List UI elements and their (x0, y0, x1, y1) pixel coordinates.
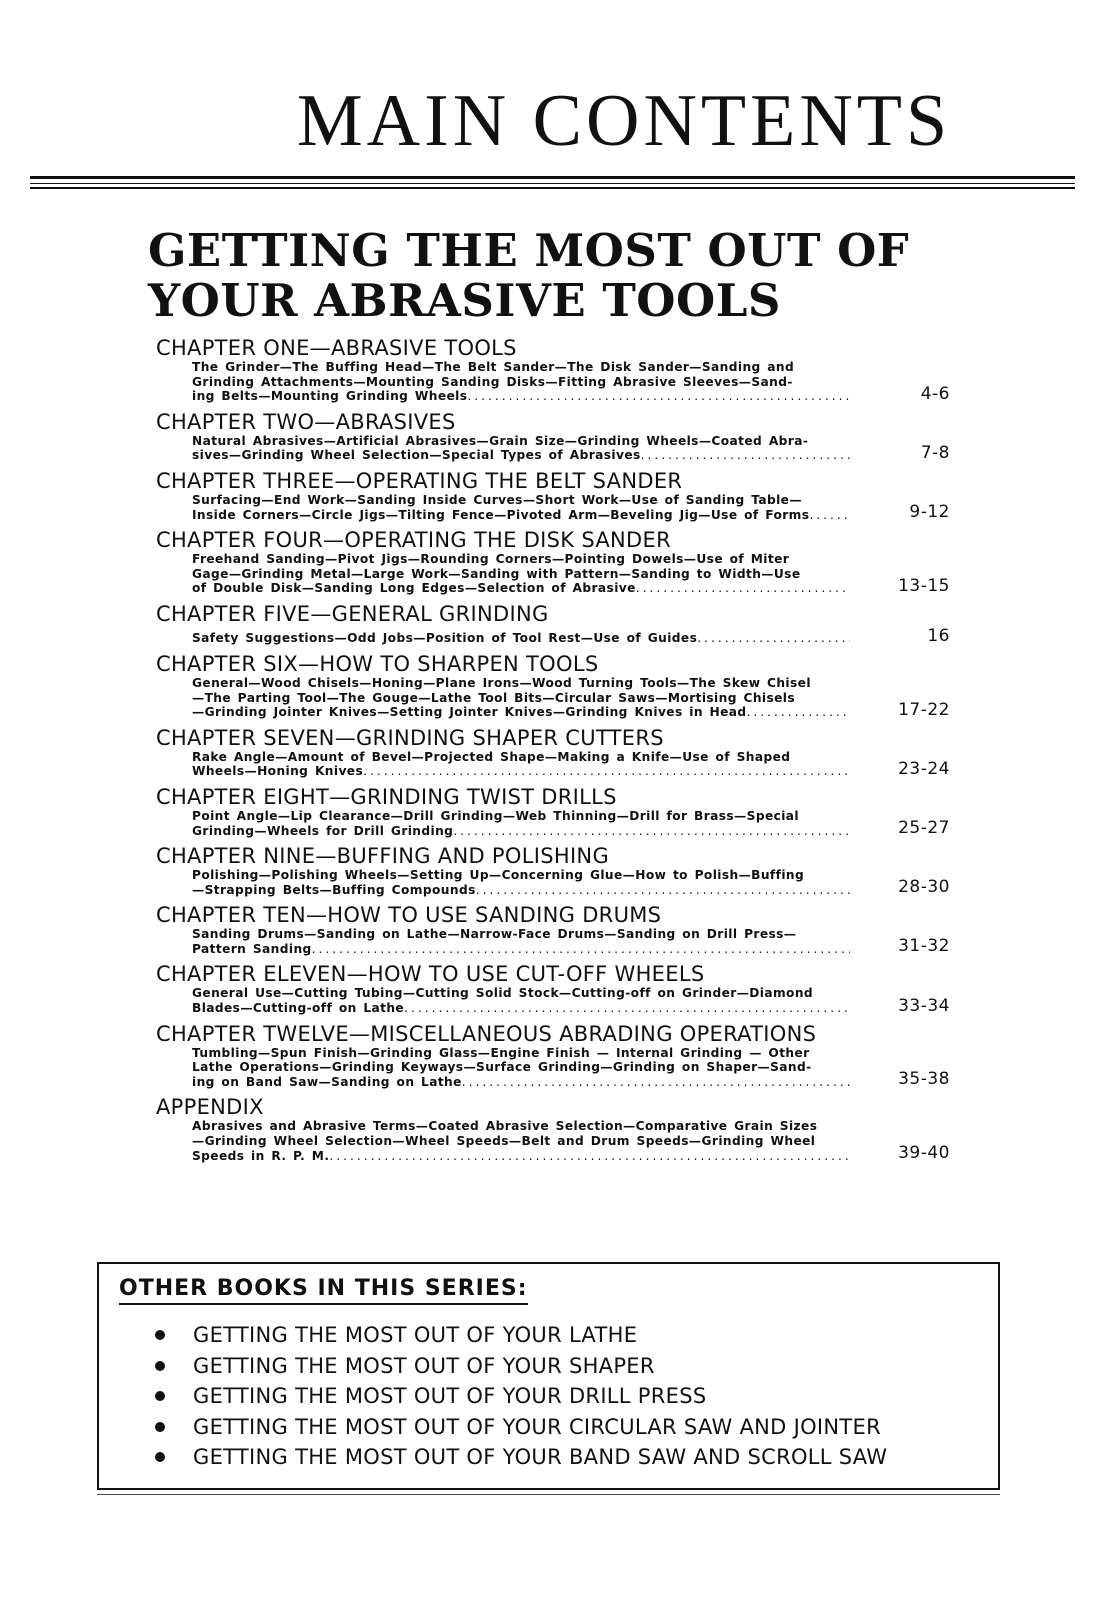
chapter-entry (156, 410, 1006, 463)
chapter-page-range: 13-15 (898, 575, 950, 596)
other-book-title: GETTING THE MOST OUT OF YOUR LATHE (193, 1323, 638, 1348)
chapter-description-line: Pattern Sanding (192, 941, 312, 956)
other-book-item (155, 1412, 887, 1443)
chapter-description-last-line (192, 389, 850, 404)
chapter-title: CHAPTER NINE—BUFFING AND POLISHING (156, 844, 610, 869)
chapter-description (192, 927, 850, 956)
chapter-body (192, 552, 1006, 596)
chapter-description-last-line (192, 824, 850, 839)
dot-leader (467, 389, 850, 404)
dot-leader (329, 1149, 850, 1164)
bullet-icon (155, 1361, 165, 1371)
chapter-body (192, 493, 1006, 522)
chapter-page-range: 17-22 (898, 699, 950, 720)
dot-leader (462, 1075, 850, 1090)
chapter-body (192, 1119, 1006, 1163)
chapter-description-line: Natural Abrasives—Artificial Abrasives—Grain Size—Grinding Wheels—Coated Abra- (192, 433, 809, 448)
chapter-entry (156, 469, 1006, 522)
chapter-description-line: Abrasives and Abrasive Terms—Coated Abrasive Selection—Comparative Grain Sizes (192, 1119, 818, 1134)
dot-leader (747, 705, 850, 720)
chapter-description-line: —The Parting Tool—The Gouge—Lathe Tool Bits—Circular Saws—Mortising Chisels (192, 690, 796, 705)
chapter-description-line: —Grinding Jointer Knives—Setting Jointer Knives—Grinding Knives in Head (192, 705, 747, 720)
chapter-entry (156, 962, 1006, 1015)
chapter-page-range: 4-6 (920, 383, 950, 404)
chapter-description-line: General Use—Cutting Tubing—Cutting Solid Stock—Cutting-off on Grinder—Diamond (192, 986, 814, 1001)
chapter-description (192, 552, 850, 596)
chapter-description-line: Tumbling—Spun Finish—Grinding Glass—Engine Finish — Internal Grinding — Other (192, 1045, 810, 1060)
chapter-description-last-line (192, 883, 850, 898)
chapter-title: CHAPTER ELEVEN—HOW TO USE CUT-OFF WHEELS (156, 962, 705, 987)
chapter-description-line: Inside Corners—Circle Jigs—Tilting Fence—Pivoted Arm—Beveling Jig—Use of Forms (192, 507, 810, 522)
other-book-title: GETTING THE MOST OUT OF YOUR SHAPER (193, 1353, 655, 1378)
chapter-description-line: of Double Disk—Sanding Long Edges—Selection of Abrasive (192, 581, 636, 596)
chapter-body (192, 750, 1006, 779)
chapter-description-last-line (192, 942, 850, 957)
dot-leader (312, 942, 850, 957)
chapter-description-line: Grinding—Wheels for Drill Grinding (192, 823, 454, 838)
chapter-entry (156, 726, 1006, 779)
chapter-description (192, 750, 850, 779)
chapter-description-line: General—Wood Chisels—Honing—Plane Irons—Wood Turning Tools—The Skew Chisel (192, 675, 811, 690)
chapter-page-range: 16 (927, 625, 950, 646)
chapter-body (192, 986, 1006, 1015)
chapter-title: CHAPTER FOUR—OPERATING THE DISK SANDER (156, 528, 671, 553)
chapter-description (192, 676, 850, 720)
chapter-description-last-line (192, 1149, 850, 1164)
chapter-description-line: Polishing—Polishing Wheels—Setting Up—Concerning Glue—How to Polish—Buffing (192, 868, 805, 883)
chapter-description-line: Freehand Sanding—Pivot Jigs—Rounding Corners—Pointing Dowels—Use of Miter (192, 552, 790, 567)
chapter-body (192, 626, 1006, 646)
chapter-description-line: Surfacing—End Work—Sanding Inside Curves—Short Work—Use of Sanding Table— (192, 492, 802, 507)
chapter-title: CHAPTER ONE—ABRASIVE TOOLS (156, 336, 517, 360)
chapter-description-line: Safety Suggestions—Odd Jobs—Position of Tool Rest—Use of Guides (192, 631, 698, 646)
chapter-description-line: Gage—Grinding Metal—Large Work—Sanding with Pattern—Sanding to Width—Use (192, 566, 801, 581)
book-title (148, 226, 1048, 326)
chapter-description (192, 1119, 850, 1163)
book-title-line-2: YOUR ABRASIVE TOOLS (148, 274, 781, 327)
chapter-page-range: 33-34 (898, 995, 950, 1016)
double-rule-middle (30, 183, 1075, 184)
other-book-item (155, 1381, 887, 1412)
chapter-description (192, 809, 850, 838)
other-book-item (155, 1320, 887, 1351)
dot-leader (697, 631, 850, 646)
chapter-title: CHAPTER THREE—OPERATING THE BELT SANDER (156, 468, 683, 493)
chapter-description (192, 986, 850, 1015)
bullet-icon (155, 1391, 165, 1401)
chapter-description-line: —Strapping Belts—Buffing Compounds (192, 882, 476, 897)
chapter-description-line: ing on Band Saw—Sanding on Lathe (192, 1074, 462, 1089)
chapter-entry (156, 785, 1006, 838)
chapter-list (156, 336, 1006, 1169)
chapter-body (192, 1046, 1006, 1090)
dot-leader (363, 764, 850, 779)
chapter-entry (156, 336, 1006, 404)
chapter-entry (156, 528, 1006, 596)
other-book-title: GETTING THE MOST OUT OF YOUR DRILL PRESS (193, 1384, 707, 1409)
bottom-rule (97, 1494, 1000, 1495)
other-books-box (97, 1262, 1000, 1490)
other-book-title: GETTING THE MOST OUT OF YOUR CIRCULAR SAW AND JOINTER (193, 1414, 882, 1439)
chapter-description-line: Wheels—Honing Knives (192, 764, 364, 779)
chapter-entry (156, 903, 1006, 956)
chapter-description (192, 1046, 850, 1090)
chapter-body (192, 434, 1006, 463)
bullet-icon (155, 1452, 165, 1462)
chapter-body (192, 676, 1006, 720)
chapter-title: CHAPTER EIGHT—GRINDING TWIST DRILLS (156, 784, 617, 809)
dot-leader (809, 508, 850, 523)
chapter-body (192, 927, 1006, 956)
dot-leader (636, 581, 850, 596)
other-book-item (155, 1442, 887, 1473)
chapter-description-line: Sanding Drums—Sanding on Lathe—Narrow-Face Drums—Sanding on Drill Press— (192, 927, 797, 942)
chapter-description-line: sives—Grinding Wheel Selection—Special Types of Abrasives (192, 448, 641, 463)
chapter-title: CHAPTER SIX—HOW TO SHARPEN TOOLS (156, 651, 599, 676)
chapter-description-last-line (192, 508, 850, 523)
chapter-description-last-line (192, 705, 850, 720)
other-book-item (155, 1351, 887, 1382)
chapter-title: CHAPTER FIVE—GENERAL GRINDING (156, 601, 549, 626)
chapter-page-range: 23-24 (898, 758, 950, 779)
chapter-description-last-line (192, 1075, 850, 1090)
double-rule-top (30, 176, 1075, 179)
chapter-description-line: Point Angle—Lip Clearance—Drill Grinding—Web Thinning—Drill for Brass—Special (192, 808, 800, 823)
chapter-description (192, 360, 850, 404)
chapter-title: APPENDIX (156, 1095, 264, 1120)
chapter-description-last-line (192, 764, 850, 779)
other-book-title: GETTING THE MOST OUT OF YOUR BAND SAW AND SCROLL SAW (193, 1445, 888, 1470)
chapter-description (192, 631, 850, 646)
chapter-description (192, 434, 850, 463)
chapter-title: CHAPTER TEN—HOW TO USE SANDING DRUMS (156, 903, 662, 928)
chapter-entry (156, 844, 1006, 897)
chapter-page-range: 31-32 (898, 936, 950, 957)
chapter-description-line: The Grinder—The Buffing Head—The Belt Sander—The Disk Sander—Sanding and (192, 360, 795, 374)
chapter-page-range: 7-8 (920, 442, 950, 463)
chapter-page-range: 9-12 (909, 502, 950, 523)
chapter-title: CHAPTER TWELVE—MISCELLANEOUS ABRADING OPERATIONS (156, 1021, 817, 1046)
chapter-description-last-line (192, 581, 850, 596)
other-books-title: OTHER BOOKS IN THIS SERIES: (119, 1276, 528, 1305)
main-contents-heading: MAIN CONTENTS (296, 80, 952, 162)
chapter-description-last-line (192, 631, 850, 646)
chapter-description-line: Grinding Attachments—Mounting Sanding Disks—Fitting Abrasive Sleeves—Sand- (192, 374, 793, 389)
chapter-description-last-line (192, 1001, 850, 1016)
chapter-page-range: 35-38 (898, 1069, 950, 1090)
chapter-description (192, 868, 850, 897)
chapter-page-range: 28-30 (898, 877, 950, 898)
other-books-list (155, 1320, 887, 1473)
chapter-entry (156, 602, 1006, 646)
dot-leader (404, 1001, 850, 1016)
chapter-description (192, 493, 850, 522)
chapter-body (192, 868, 1006, 897)
chapter-page-range: 25-27 (898, 818, 950, 839)
chapter-body (192, 360, 1006, 404)
chapter-page-range: 39-40 (898, 1143, 950, 1164)
dot-leader (453, 824, 850, 839)
bullet-icon (155, 1422, 165, 1432)
chapter-description-line: Lathe Operations—Grinding Keyways—Surface Grinding—Grinding on Shaper—Sand- (192, 1060, 812, 1075)
chapter-description-line: Speeds in R. P. M. (192, 1148, 330, 1163)
double-rule-bottom (30, 187, 1075, 189)
dot-leader (641, 448, 850, 463)
chapter-body (192, 809, 1006, 838)
chapter-entry (156, 652, 1006, 720)
chapter-entry (156, 1022, 1006, 1090)
dot-leader (476, 883, 850, 898)
book-title-line-1: GETTING THE MOST OUT OF (148, 224, 910, 277)
chapter-description-line: Blades—Cutting-off on Lathe (192, 1001, 405, 1016)
bullet-icon (155, 1330, 165, 1340)
chapter-title: CHAPTER SEVEN—GRINDING SHAPER CUTTERS (156, 725, 664, 750)
chapter-description-last-line (192, 448, 850, 463)
chapter-description-line: —Grinding Wheel Selection—Wheel Speeds—Belt and Drum Speeds—Grinding Wheel (192, 1134, 816, 1149)
chapter-title: CHAPTER TWO—ABRASIVES (156, 409, 456, 434)
chapter-description-line: ing Belts—Mounting Grinding Wheels (192, 389, 468, 404)
chapter-entry (156, 1095, 1006, 1163)
chapter-description-line: Rake Angle—Amount of Bevel—Projected Shape—Making a Knife—Use of Shaped (192, 749, 791, 764)
